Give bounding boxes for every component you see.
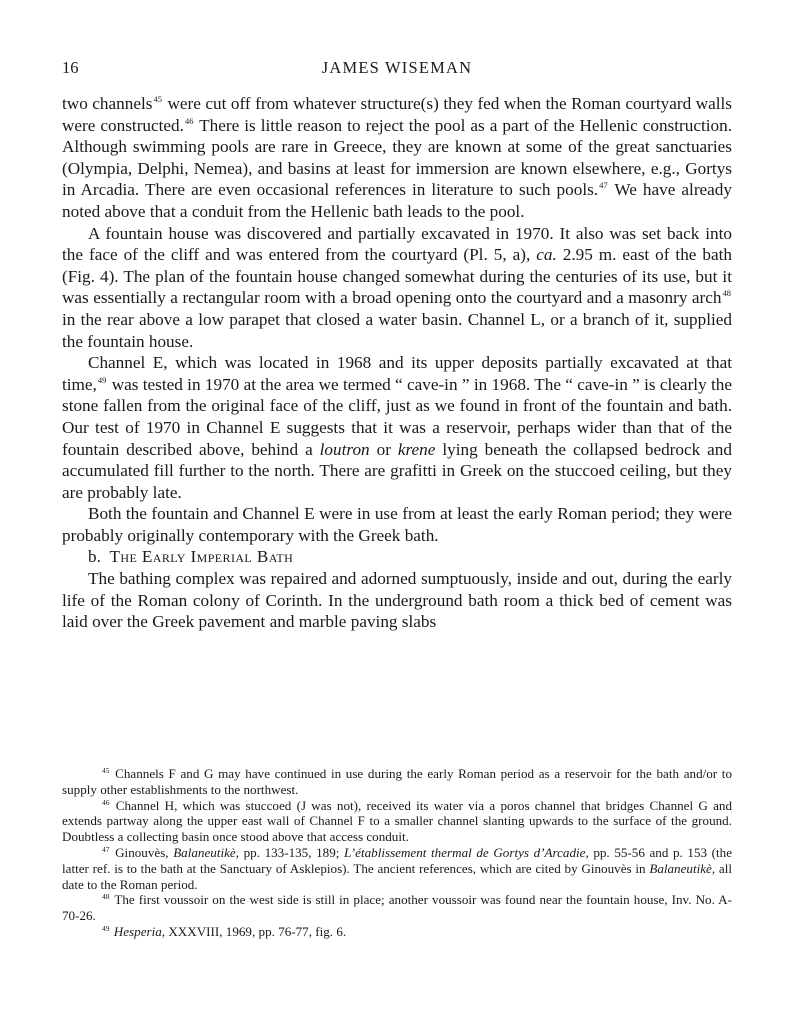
- running-head: JAMES WISEMAN: [321, 58, 473, 77]
- footnote-46: $^{46}$ Channel H, which was stuccoed (J was not), received its water via a poros channel that bridges Channel G and extends partway along the upper east wall of Channel F to a smaller channel slanting upwards to the surface of the ground. Doubtless a collecting basin once stood above that access conduit.: [62, 797, 732, 845]
- footnote-ref-48[interactable]: 48: [722, 288, 731, 299]
- section-heading: b. The Early Imperial Bath: [88, 547, 294, 567]
- footnote-47: $^{47}$ Ginouvès, Balaneutikè, pp. 133-135, 189; L’établissement thermal de Gortys d’Arcadie, pp. 55-56 and p. 153 (the latter ref. is to the bath at the Sanctuary of Asklepios). The ancient references, which are cited by Ginouvès in Balaneutikè, all date to the Roman period.: [62, 844, 733, 892]
- footnote-ref-47[interactable]: 47: [599, 180, 608, 191]
- footnote-49: $^{49}$ Hesperia, XXXVIII, 1969, pp. 76-77, fig. 6.: [102, 923, 347, 939]
- page-header: [62, 58, 732, 82]
- paragraph-4: Both the fountain and Channel E were in use from at least the early Roman period; they were probably originally contemporary with the Greek bath.: [62, 504, 732, 545]
- footnote-ref-45[interactable]: 45: [153, 94, 162, 104]
- footnote-45: $^{45}$ Channels F and G may have continued in use during the early Roman period as a reservoir for the bath and/or to supply other establishments to the northwest.: [62, 766, 732, 797]
- footnote-ref-49[interactable]: 49: [97, 374, 107, 385]
- footnote-ref-46[interactable]: 46: [184, 115, 194, 126]
- paragraph-5: The bathing complex was repaired and adorned sumptuously, inside and out, during the early life of the Roman colony of Corinth. In the underground bath room a thick bed of cement was laid over the Greek pavement and marble paving slabs: [62, 569, 732, 632]
- footnotes: [62, 766, 732, 940]
- footnote-48: $^{48}$ The first voussoir on the west side is still in place; another voussoir was found near the fountain house, Inv. No. A-70-26.: [62, 892, 732, 924]
- main-text: [62, 93, 732, 633]
- paragraph-1: two channels$^{45}$ were cut off from whatever structure(s) they fed when the Roman courtyard walls were constructed.$^{46}$ There is little reason to reject the pool as a part of the Hellenic construction. Although swimming pools are rare in Greece, they are known at some of the great sanctuaries (Olympia, Delphi, Nemea), and basins at least for immersion are known elsewhere, e.g., Gortys in Arcadia. There are even occasional references in literature to such pools.$^{47}$ We have already noted above that a conduit from the Hellenic bath leads to the pool.: [62, 94, 732, 221]
- paragraph-3: Channel E, which was located in 1968 and its upper deposits partially excavated at that time,$^{49}$ was tested in 1970 at the area we termed “ cave-in ” in 1968. The “ cave-in ” is clearly the stone fallen from the original face of the cliff, just as we found in front of the fountain and bath. Our test of 1970 in Channel E suggests that it was a reservoir, perhaps wider than that of the fountain described above, behind a loutron or krene lying beneath the collapsed bedrock and accumulated fill further to the north. There are grafitti in Greek on the stuccoed ceiling, but they are probably late.: [62, 353, 732, 502]
- paragraph-2: A fountain house was discovered and partially excavated in 1970. It also was set back into the face of the cliff and was entered from the courtyard (Pl. 5, a), ca. 2.95 m. east of the bath (Fig. 4). The plan of the fountain house changed somewhat during the centuries of its use, but it was essentially a rectangular room with a broad opening onto the courtyard and a masonry arch$^{48}$ in the rear above a low parapet that closed a water basin. Channel L, or a branch of it, supplied the fountain house.: [62, 223, 732, 351]
- page-number: 16: [62, 58, 79, 77]
